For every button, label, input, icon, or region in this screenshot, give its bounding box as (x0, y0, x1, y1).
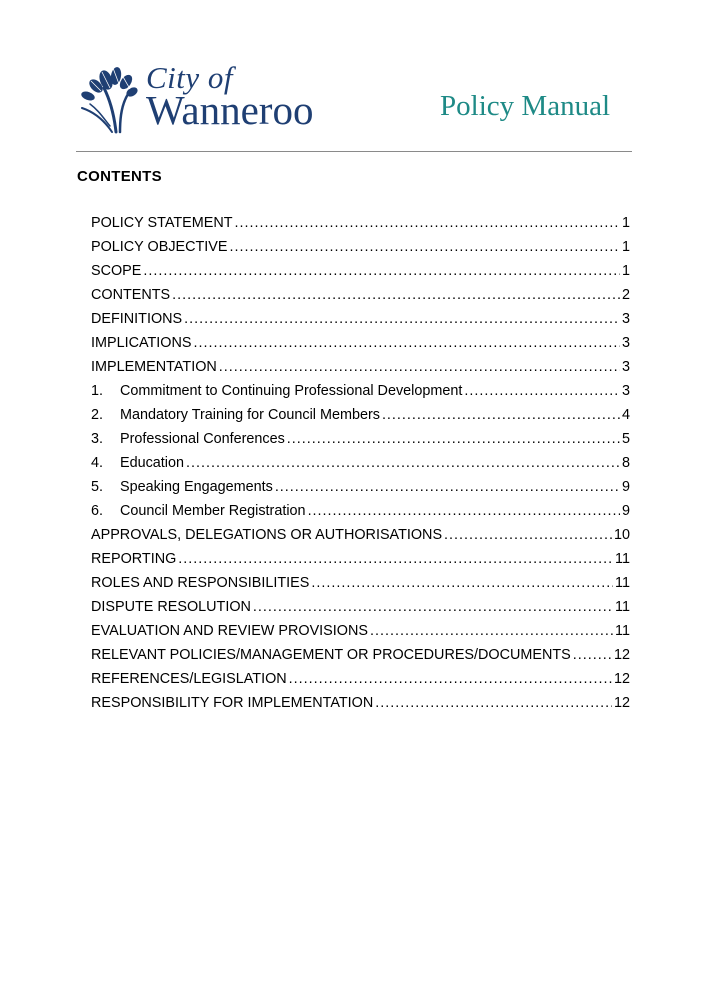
toc-page: 3 (621, 359, 630, 375)
toc-leader (308, 503, 620, 519)
toc-page: 5 (621, 431, 630, 447)
toc-leader (193, 335, 620, 351)
toc-number: 2. (91, 407, 104, 423)
toc-leader (370, 623, 613, 639)
toc-title: POLICY OBJECTIVE (91, 239, 228, 255)
toc-leader (275, 479, 620, 495)
toc-leader (219, 359, 620, 375)
toc-number: 4. (91, 455, 104, 471)
toc-page: 2 (621, 287, 630, 303)
toc-page: 3 (621, 335, 630, 351)
toc-page: 1 (621, 263, 630, 279)
toc-title: CONTENTS (91, 287, 171, 303)
toc-entry-relevant-policies[interactable] (91, 647, 630, 671)
toc-leader (464, 383, 620, 399)
toc-entry-mandatory-training[interactable] (91, 407, 630, 431)
toc-page: 9 (621, 503, 630, 519)
toc-leader (375, 695, 612, 711)
toc-page: 11 (615, 575, 630, 591)
toc-title: Speaking Engagements (120, 479, 273, 495)
toc-number: 3. (91, 431, 104, 447)
toc-title: Mandatory Training for Council Members (120, 407, 380, 423)
toc-leader (573, 647, 612, 663)
toc-leader (178, 551, 613, 567)
toc-leader (253, 599, 613, 615)
toc-page: 1 (621, 239, 630, 255)
toc-page: 11 (615, 551, 630, 567)
toc-title: EVALUATION AND REVIEW PROVISIONS (91, 623, 368, 639)
toc-leader (382, 407, 620, 423)
toc-number: 5. (91, 479, 104, 495)
toc-leader (143, 263, 620, 279)
toc-entry-implications[interactable] (91, 335, 630, 359)
toc-title: POLICY STATEMENT (91, 215, 233, 231)
toc-title: Commitment to Continuing Professional Development (120, 383, 463, 399)
toc-leader (289, 671, 612, 687)
table-of-contents (91, 215, 630, 719)
toc-entry-references[interactable] (91, 671, 630, 695)
toc-title: Council Member Registration (120, 503, 306, 519)
toc-entry-roles[interactable] (91, 575, 630, 599)
toc-leader (311, 575, 613, 591)
toc-title: Education (120, 455, 185, 471)
toc-entry-dispute[interactable] (91, 599, 630, 623)
banksia-flower-icon (76, 64, 140, 134)
toc-entry-contents[interactable] (91, 287, 630, 311)
toc-entry-conferences[interactable] (91, 431, 630, 455)
toc-title: RELEVANT POLICIES/MANAGEMENT OR PROCEDURES/DOCUMENTS (91, 647, 571, 663)
toc-page: 11 (615, 599, 630, 615)
toc-title: DEFINITIONS (91, 311, 183, 327)
toc-page: 3 (621, 311, 630, 327)
toc-entry-scope[interactable] (91, 263, 630, 287)
toc-page: 8 (621, 455, 630, 471)
contents-heading: CONTENTS (77, 168, 162, 185)
toc-entry-policy-statement[interactable] (91, 215, 630, 239)
toc-title: REFERENCES/LEGISLATION (91, 671, 287, 687)
toc-title: RESPONSIBILITY FOR IMPLEMENTATION (91, 695, 374, 711)
toc-entry-cpd[interactable] (91, 383, 630, 407)
toc-leader (444, 527, 612, 543)
document-title: Policy Manual (440, 90, 610, 122)
header-divider (76, 151, 632, 152)
toc-leader (235, 215, 620, 231)
toc-leader (230, 239, 620, 255)
toc-title: DISPUTE RESOLUTION (91, 599, 251, 615)
toc-page: 11 (615, 623, 630, 639)
toc-page: 10 (613, 527, 630, 543)
toc-title: ROLES AND RESPONSIBILITIES (91, 575, 310, 591)
logo-wanneroo-text: Wanneroo (146, 87, 314, 133)
toc-entry-registration[interactable] (91, 503, 630, 527)
toc-leader (184, 311, 620, 327)
toc-entry-speaking[interactable] (91, 479, 630, 503)
toc-entry-reporting[interactable] (91, 551, 630, 575)
city-logo (76, 62, 326, 134)
toc-page: 4 (621, 407, 630, 423)
toc-leader (186, 455, 620, 471)
toc-title: REPORTING (91, 551, 177, 567)
toc-page: 3 (621, 383, 630, 399)
toc-title: APPROVALS, DELEGATIONS OR AUTHORISATIONS (91, 527, 443, 543)
toc-entry-approvals[interactable] (91, 527, 630, 551)
toc-number: 1. (91, 383, 104, 399)
toc-entry-implementation[interactable] (91, 359, 630, 383)
toc-leader (287, 431, 620, 447)
toc-title: IMPLICATIONS (91, 335, 192, 351)
toc-number: 6. (91, 503, 104, 519)
toc-entry-definitions[interactable] (91, 311, 630, 335)
toc-page: 1 (621, 215, 630, 231)
toc-page: 12 (613, 647, 630, 663)
toc-page: 9 (621, 479, 630, 495)
toc-entry-policy-objective[interactable] (91, 239, 630, 263)
toc-entry-education[interactable] (91, 455, 630, 479)
toc-page: 12 (613, 671, 630, 687)
toc-title: Professional Conferences (120, 431, 285, 447)
logo-city-text: City of (146, 60, 234, 95)
toc-entry-evaluation[interactable] (91, 623, 630, 647)
toc-leader (172, 287, 620, 303)
toc-entry-responsibility[interactable] (91, 695, 630, 719)
toc-title: IMPLEMENTATION (91, 359, 217, 375)
toc-title: SCOPE (91, 263, 142, 279)
toc-page: 12 (613, 695, 630, 711)
